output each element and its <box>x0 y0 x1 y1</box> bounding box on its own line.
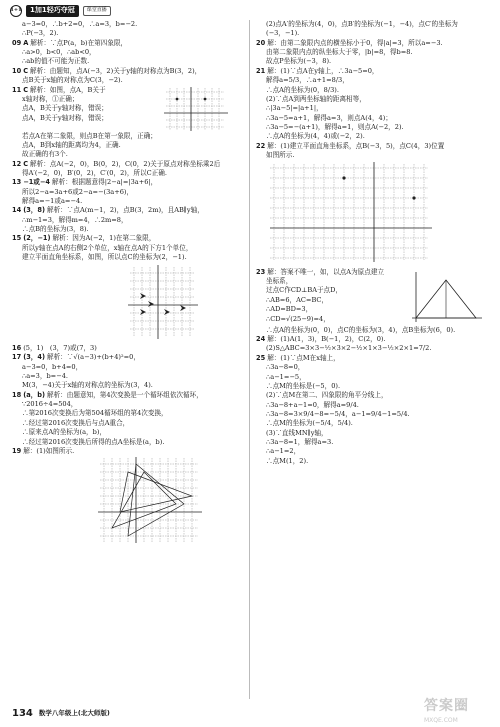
text-line: 过点C作CD⊥BA于点D， <box>266 286 343 295</box>
text-line: x轴对称，①正确； <box>22 94 79 103</box>
series-badge: 课堂直播 <box>83 6 111 15</box>
answer-11-block <box>12 86 244 132</box>
text-line: ∴CD=√(25−9)=4， <box>266 314 330 323</box>
answer-21: 21 解：(1)∵点A在y轴上，∴3a−5=0， <box>256 66 379 75</box>
watermark-sub: MXQE.COM <box>424 716 458 724</box>
watermark-logo <box>424 697 494 725</box>
text-line: 点A，B到x轴的距离均为4，正确. <box>22 140 121 149</box>
left-column <box>12 20 244 703</box>
text-line: (2)点A′的坐标为(4，0)，点B′的坐标为(−1，−4)，点C′的坐标为 <box>266 20 458 28</box>
figure-19-grid <box>12 456 244 544</box>
text-line: ∴P(−3，2). <box>22 29 59 38</box>
answer-11: 11 C 解析：如图，点A，B关于 <box>12 85 106 94</box>
text-line: 得A′(−2，0)，B′(0，2)，C′(0，2)，所以C正确. <box>22 168 167 177</box>
brand-logo-icon: 1+1 <box>10 5 22 17</box>
text-line: ∴点M的坐标是(−5，0). <box>266 381 341 390</box>
text-line: 解得a=5/3，∴a+1=8/3， <box>266 76 349 85</box>
page-header <box>10 4 490 18</box>
answer-12: 12 C 解析：点A(−2，0)，B(0，2)，C(0，2)关于原点对称坐标乘2后 <box>12 159 221 168</box>
text-line: ∴原来点A的坐标为(a，b)， <box>22 428 106 437</box>
answer-10: 10 C 解析：由题知，点A(−3，2)关于y轴的对称点为B(3，2)， <box>12 66 202 75</box>
text-line: ∴点A的坐标为(0，8/3). <box>266 85 339 94</box>
text-line: ∴点M的坐标为(−5/4，5/4). <box>266 419 353 428</box>
text-line: ∴经过第2016次变换后所得的点A坐标是(a，b). <box>22 437 165 446</box>
text-line: ∴AD=BD=3， <box>266 305 313 314</box>
answer-22: 22 解：(1)建立平面直角坐标系，点B(−3，5)，点C(4，3)位置 <box>256 141 445 150</box>
answer-18: 18 (a，b) 解析：由题意知，第4次变换是一个循环组依次循环， <box>12 390 203 399</box>
answer-25: 25 解：(1)∵点M在x轴上， <box>256 353 340 362</box>
text-line: ∴a−1=2， <box>266 447 301 456</box>
page-number: 134 <box>12 707 33 719</box>
text-line: (3)∵直线MN∥y轴， <box>266 428 328 437</box>
text-line: M(3，−4)关于x轴的对称点的坐标为(3，4). <box>22 381 153 390</box>
book-title: 数学八年级上(北大师版) <box>38 709 110 718</box>
answer-16: 16 (5，1) (3，7)或(7，3) <box>12 343 97 352</box>
text-line: 解得a=−1或a=−4. <box>22 197 83 206</box>
watermark-main: 答案圈 <box>424 698 469 714</box>
text-line: ∴3a−8+a−1=0，解得a=9/4. <box>266 400 359 409</box>
figure-11-grid <box>140 86 240 132</box>
text-line: ∴ab的值不可能为正数. <box>22 57 90 66</box>
text-line: 点A，B关于y轴对称，错误； <box>22 113 108 122</box>
text-line: 所以y轴在点A的右侧2个单位，x轴在点A的下方1个单位， <box>22 243 193 252</box>
text-line: 如图所示. <box>266 151 295 160</box>
text-line: ∴点M(1，2). <box>266 456 309 465</box>
answer-13: 13 −1或−4 解析：根据题意得|2−a|=|3a+6|， <box>12 178 158 187</box>
answer-23: 23 解：答案不唯一，如，以点A为原点建立 <box>256 267 385 276</box>
answer-17: 17 (3，4) 解析：∵√(a−3)+(b+4)²=0， <box>12 353 140 362</box>
text-line: ∴3a−5=a+1，解得a=3，则点A(4，4)； <box>266 113 392 122</box>
text-line: ∴|3a−5|=|a+1|， <box>266 104 323 113</box>
text-line: ∴第2016次变换后为第504循环组的第4次变换， <box>22 409 168 418</box>
text-line: ∴3a−8=3×9/4−8=−5/4，a−1=9/4−1=5/4. <box>266 409 410 418</box>
text-line: ∵2016÷4=504， <box>22 400 78 409</box>
text-line: 由第二象限内点的纵坐标大于零，|b|=8，得b=8. <box>266 48 413 57</box>
answer-14: 14 (3，8) 解析：∵点A(m−1，2)，点B(3，2m)，且AB∥y轴， <box>12 206 204 215</box>
text-line: 所以2−a=3a+6或2−a=−(3a+6)， <box>22 187 134 196</box>
text-line: (−3，−1). <box>266 29 300 38</box>
text-line: 若点A在第二象限，则点B在第一象限，正确； <box>22 131 157 140</box>
text-line: ∴3a−8=1，解得a=3. <box>266 438 334 447</box>
brand-title: 1加1轻巧夺冠 <box>26 5 79 17</box>
text-line: 点B关于x轴的对称点为C(3，−2). <box>22 76 123 85</box>
column-divider <box>249 20 250 699</box>
text-line: 坐标系， <box>266 277 293 286</box>
text-line: ∴3a−5=−(a+1)，解得a=1，则点A(−2，2). <box>266 122 404 131</box>
answer-24: 24 解：(1)A(1，3)，B(−1，2)，C(2，0). <box>256 335 386 344</box>
answer-15: 15 (2，−1) 解析：因为A(−2，1)在第二象限， <box>12 234 156 243</box>
text-line: a−3=0，b+4=0， <box>22 362 83 371</box>
figure-15-grid <box>12 263 244 341</box>
answer-20: 20 解：由第二象限内点的横坐标小于0，得|a|=3，所以a=−3. <box>256 38 443 47</box>
text-line: ∴a−1=−5， <box>266 372 306 381</box>
page-footer <box>12 707 110 721</box>
text-line: ∴点A的坐标为(4，4)或(−2，2). <box>266 132 365 141</box>
text-line: ∴AB=6，AC=BC， <box>266 295 329 304</box>
figure-22-grid <box>256 160 488 264</box>
text-line: ∴3a−8=0， <box>266 363 305 372</box>
text-line: ∴点B的坐标为(3，8). <box>22 225 89 234</box>
text-line: 故正确的有3个. <box>22 150 68 159</box>
text-line: ∴m−1=3，解得m=4，∴2m=8， <box>22 215 128 224</box>
text-line: 故点P坐标为(−3，8). <box>266 57 332 66</box>
text-line: 点A，B关于y轴对称，错误； <box>22 104 108 113</box>
answer-09: 09 A 解析：∵点P(a，b)在第四象限， <box>12 38 128 47</box>
text-line: ∴点A的坐标为(0，0)，点C的坐标为(3，4)，点B坐标为(6，0). <box>266 325 456 334</box>
text-line: (2)∵点M在第二、四象限的角平分线上， <box>266 391 388 400</box>
text-line: (2)S△ABC=3×3−½×3×2−½×1×3−½×2×1=7/2. <box>266 344 432 353</box>
text-line: ∴a=3，b=−4. <box>22 371 69 380</box>
figure-23-triangle <box>406 268 486 326</box>
text-line: 建立平面直角坐标系，如图，所以点C的坐标为(2，−1). <box>22 253 187 262</box>
text-line: (2)∵点A到两坐标轴的距离相等， <box>266 94 366 103</box>
answer-19: 19 解：(1)如图所示. <box>12 446 75 455</box>
right-column <box>256 20 488 703</box>
text-line: ∴经过第2016次变换后与点A重合， <box>22 418 130 427</box>
answer-23-block <box>256 268 488 326</box>
text-line: a−3=0，∴b+2=0，∴a=3，b=−2. <box>22 20 138 28</box>
text-line: ∴a>0，b<0，∴ab<0， <box>22 48 96 57</box>
